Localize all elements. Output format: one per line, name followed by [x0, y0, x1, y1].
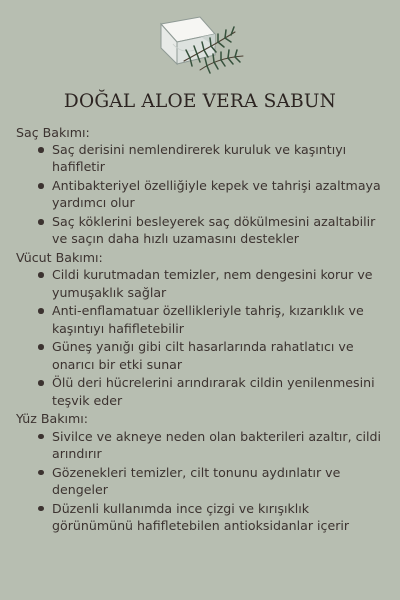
list-item: Antibakteriyel özelliğiyle kepek ve tahrişi azaltmaya yardımcı olur: [38, 177, 388, 211]
soap-bar-with-rosemary-icon: [155, 14, 245, 88]
content: [16, 124, 388, 536]
list-item: Cildi kurutmadan temizler, nem dengesini korur ve yumuşaklık sağlar: [38, 266, 388, 300]
list-item: Gözenekleri temizler, cilt tonunu aydınlatır ve dengeler: [38, 464, 388, 498]
list-item: Güneş yanığı gibi cilt hasarlarında rahatlatıcı ve onarıcı bir etki sunar: [38, 338, 388, 372]
list-vucut: [16, 266, 388, 408]
section-heading-sac: Saç Bakımı:: [16, 125, 90, 140]
list-item: Anti-enflamatuar özellikleriyle tahriş, kızarıklık ve kaşıntıyı hafifletebilir: [38, 302, 388, 336]
list-item: Saç köklerini besleyerek saç dökülmesini azaltabilir ve saçın daha hızlı uzamasını destekler: [38, 213, 388, 247]
list-item: Saç derisini nemlendirerek kuruluk ve kaşıntıyı hafifletir: [38, 141, 388, 175]
section-heading-yuz: Yüz Bakımı:: [16, 411, 89, 427]
page-title: DOĞAL ALOE VERA SABUN: [63, 91, 337, 112]
list-item: Ölü deri hücrelerini arındırarak cildin yenilenmesini teşvik eder: [38, 374, 388, 408]
list-item: Sivilce ve akneye neden olan bakterileri azaltır, cildi arındırır: [38, 428, 388, 462]
list-sac: [16, 141, 388, 247]
section-heading-vucut: Vücut Bakımı:: [16, 250, 103, 266]
list-yuz: [16, 428, 388, 534]
list-item: Düzenli kullanımda ince çizgi ve kırışıklık görünümünü hafifletebilen antioksidanlar içerir: [38, 500, 388, 534]
